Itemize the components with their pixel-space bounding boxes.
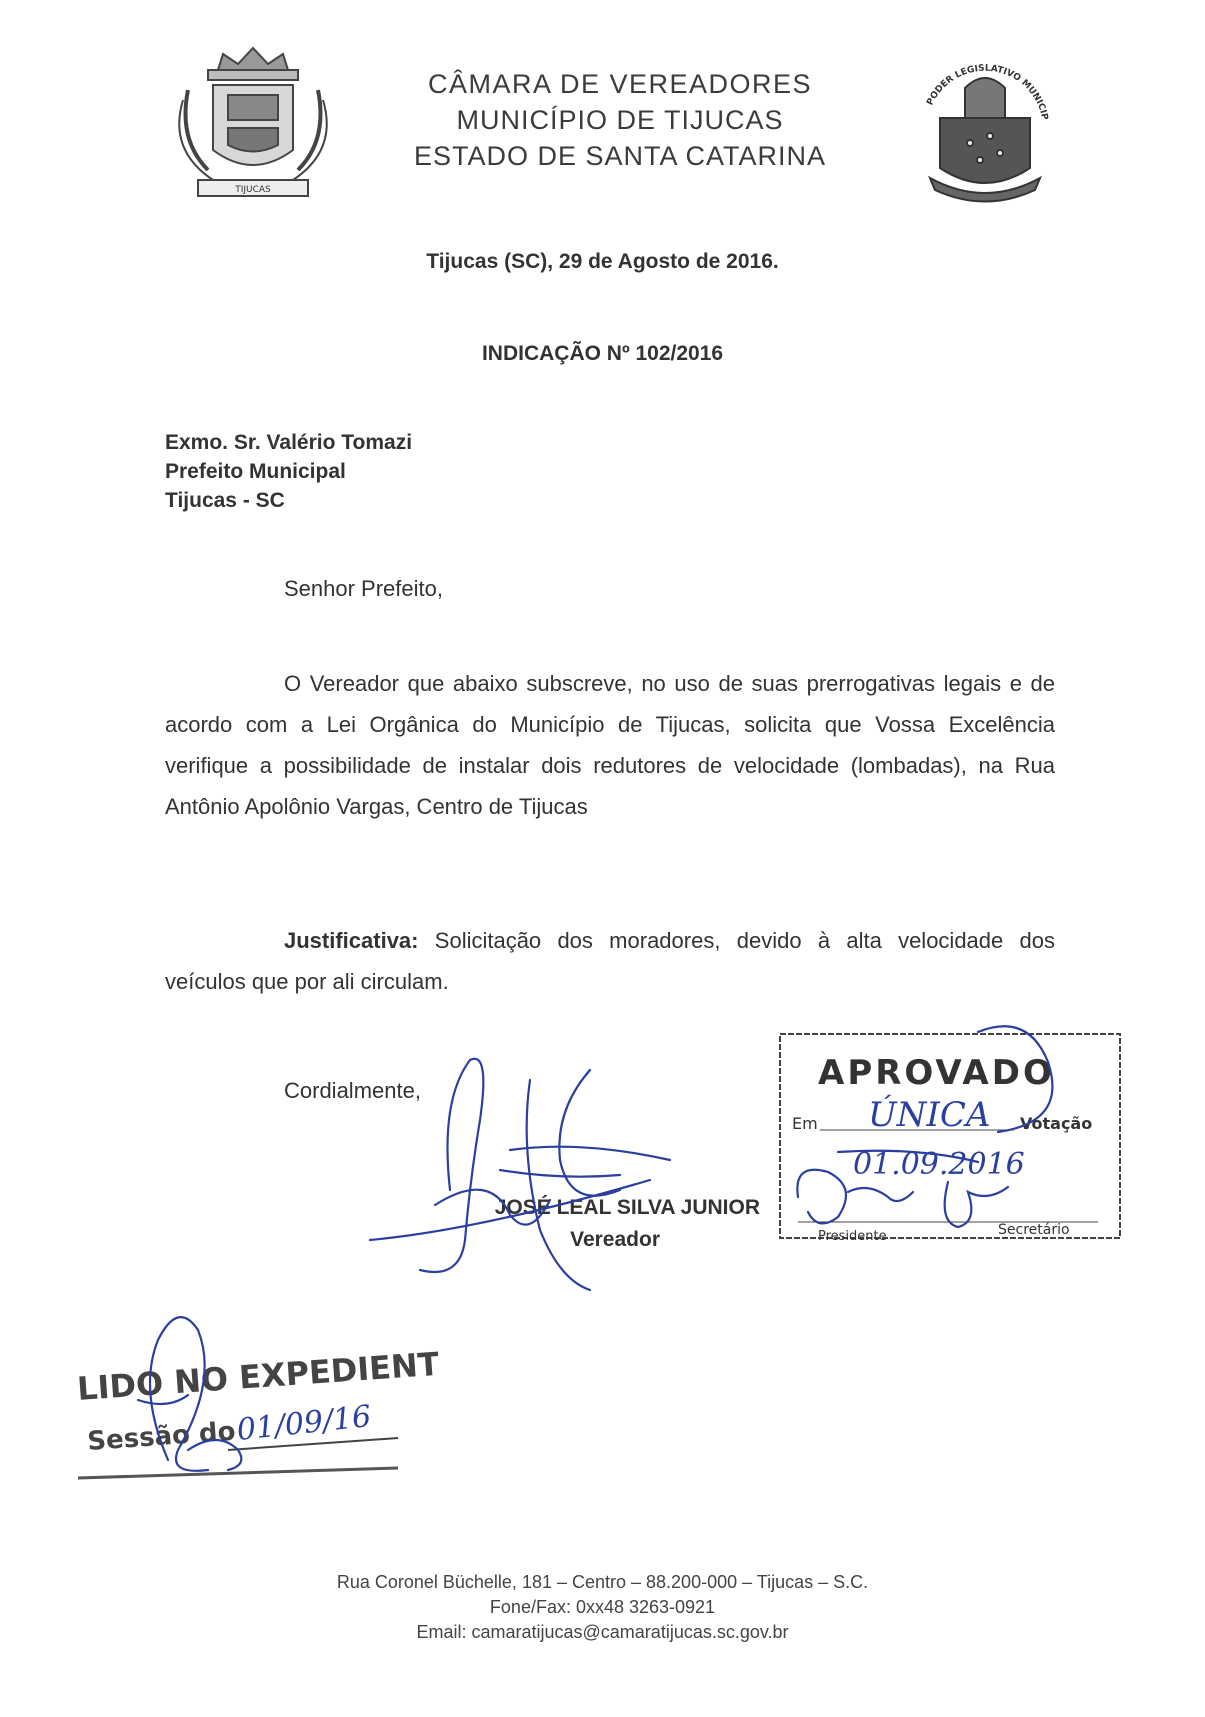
read-stamp-title: LIDO NO EXPEDIENTE [78,1343,438,1408]
letterhead-line2: MUNICÍPIO DE TIJUCAS [456,105,784,135]
salutation: Senhor Prefeito, [284,576,443,601]
approved-stamp-suffix: Votação [1020,1114,1093,1133]
footer-phone: Fone/Fax: 0xx48 3263-0921 [489,1597,716,1617]
approved-stamp [778,1022,1128,1252]
letterhead [380,66,860,174]
justification-text: Solicitação dos moradores, devido à alta velocidade dos veículos que por ali circulam. [165,928,1055,994]
letterhead-line1: CÂMARA DE VEREADORES [427,69,813,99]
indicacao-number: INDICAÇÃO Nº 102/2016 [481,342,724,365]
signatory-name: JOSÉ LEAL SILVA JUNIOR [494,1196,760,1219]
addressee-title: Prefeito Municipal [165,460,346,483]
justification-paragraph [165,920,1055,1002]
signatory-role: Vereador [570,1228,660,1251]
body-paragraph [165,663,1055,827]
letterhead-line3: ESTADO DE SANTA CATARINA [413,141,827,171]
approved-stamp-date: 01.09.2016 [853,1147,1025,1182]
legislative-seal-image [910,48,1060,208]
approved-stamp-president-label: Presidente [818,1229,887,1244]
addressee-city: Tijucas - SC [165,489,285,512]
crest-caption: TIJUCAS [235,185,271,195]
closing: Cordialmente, [284,1078,421,1103]
read-stamp-date: 01/09/16 [235,1399,373,1448]
document-date: Tijucas (SC), 29 de Agosto de 2016. [426,250,779,273]
approved-stamp-title: APROVADO [818,1053,1055,1093]
body-paragraph-text: O Vereador que abaixo subscreve, no uso de suas prerrogativas legais e de acordo com a Lei Orgânica do Município de Tijucas, solicita que Vossa Excelência verifique a possibilidade de instalar dois redutores de velocidade (lombadas), na Rua Antônio Apolônio Vargas, Centro de Tijucas [165,671,1055,819]
municipal-crest-image [168,40,338,210]
addressee-name: Exmo. Sr. Valério Tomazi [165,431,413,454]
read-stamp-session-label: Sessão do [86,1416,237,1457]
justification-label: Justificativa: [284,928,419,953]
seal-text: PODER LEGISLATIVO MUNICIP [925,63,1050,121]
footer-email: Email: camaratijucas@camaratijucas.sc.gov.br [416,1622,789,1642]
approved-stamp-secretary-label: Secretário [998,1222,1070,1238]
footer [0,1570,1205,1645]
read-stamp [78,1300,438,1500]
approved-stamp-session: ÚNICA [868,1095,991,1135]
footer-address: Rua Coronel Büchelle, 181 – Centro – 88.200-000 – Tijucas – S.C. [336,1572,869,1592]
approved-stamp-prefix: Em [792,1114,818,1133]
